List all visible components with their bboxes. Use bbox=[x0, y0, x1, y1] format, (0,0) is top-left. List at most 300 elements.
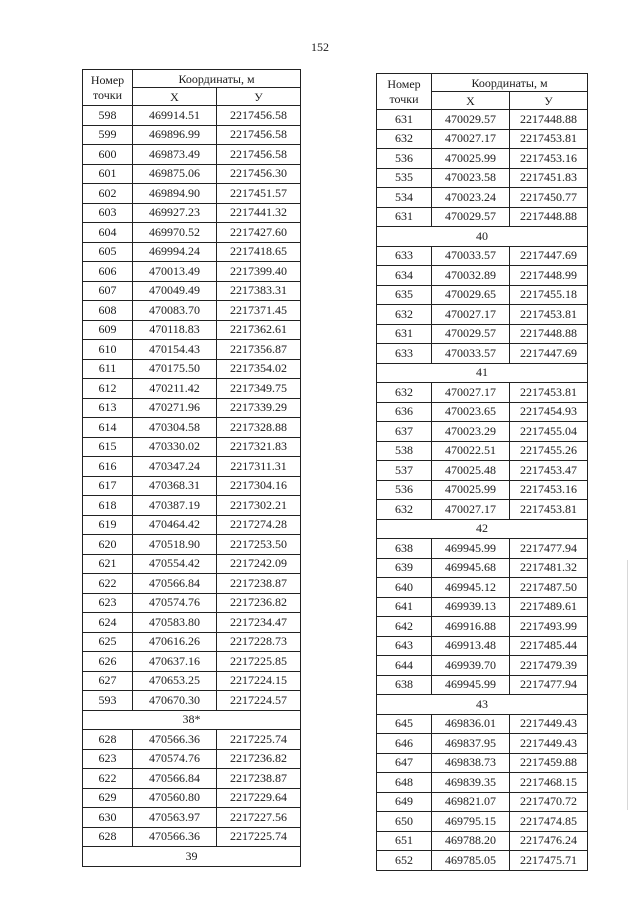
y-coordinate-cell: 2217448.88 bbox=[510, 110, 588, 130]
table-row bbox=[83, 730, 301, 750]
table-row bbox=[377, 441, 588, 461]
y-coordinate-cell: 2217455.26 bbox=[510, 441, 588, 461]
x-coordinate-cell: 470033.57 bbox=[432, 246, 510, 266]
table-row bbox=[377, 792, 588, 812]
y-coordinate-cell: 2217418.65 bbox=[217, 242, 301, 262]
x-coordinate-cell: 470118.83 bbox=[133, 320, 217, 340]
y-coordinate-cell: 2217362.61 bbox=[217, 320, 301, 340]
y-coordinate-cell: 2217489.61 bbox=[510, 597, 588, 617]
point-number-cell: 625 bbox=[83, 632, 133, 652]
section-label: 39 bbox=[83, 847, 301, 867]
point-number-cell: 624 bbox=[83, 613, 133, 633]
table-row bbox=[83, 164, 301, 184]
x-coordinate-cell: 470025.99 bbox=[432, 149, 510, 169]
y-coordinate-cell: 2217453.47 bbox=[510, 461, 588, 481]
y-coordinate-cell: 2217238.87 bbox=[217, 574, 301, 594]
x-coordinate-cell: 470653.25 bbox=[133, 671, 217, 691]
y-coordinate-cell: 2217356.87 bbox=[217, 340, 301, 360]
y-coordinate-cell: 2217493.99 bbox=[510, 617, 588, 637]
point-number-cell: 535 bbox=[377, 168, 432, 188]
table-row bbox=[377, 558, 588, 578]
y-coordinate-cell: 2217224.15 bbox=[217, 671, 301, 691]
y-coordinate-cell: 2217455.18 bbox=[510, 285, 588, 305]
y-coordinate-cell: 2217479.39 bbox=[510, 656, 588, 676]
x-coordinate-cell: 470563.97 bbox=[133, 808, 217, 828]
x-coordinate-cell: 470023.58 bbox=[432, 168, 510, 188]
x-coordinate-cell: 470518.90 bbox=[133, 535, 217, 555]
x-coordinate-cell: 469839.35 bbox=[432, 773, 510, 793]
y-coordinate-cell: 2217236.82 bbox=[217, 749, 301, 769]
table-row bbox=[83, 632, 301, 652]
x-coordinate-cell: 469914.51 bbox=[133, 106, 217, 126]
table-row bbox=[377, 402, 588, 422]
y-coordinate-cell: 2217224.57 bbox=[217, 691, 301, 711]
y-coordinate-cell: 2217451.57 bbox=[217, 184, 301, 204]
x-coordinate-cell: 470022.51 bbox=[432, 441, 510, 461]
y-coordinate-cell: 2217481.32 bbox=[510, 558, 588, 578]
point-number-cell: 604 bbox=[83, 223, 133, 243]
point-number-cell: 630 bbox=[83, 808, 133, 828]
x-coordinate-cell: 470023.65 bbox=[432, 402, 510, 422]
table-row bbox=[377, 188, 588, 208]
y-coordinate-cell: 2217234.47 bbox=[217, 613, 301, 633]
x-coordinate-cell: 470368.31 bbox=[133, 476, 217, 496]
table-row bbox=[377, 636, 588, 656]
y-coordinate-cell: 2217228.73 bbox=[217, 632, 301, 652]
point-number-cell: 616 bbox=[83, 457, 133, 477]
point-number-cell: 603 bbox=[83, 203, 133, 223]
point-number-cell: 628 bbox=[83, 827, 133, 847]
table-row bbox=[377, 324, 588, 344]
point-number-cell: 628 bbox=[83, 730, 133, 750]
table-row bbox=[377, 344, 588, 364]
table-row bbox=[83, 574, 301, 594]
x-coordinate-cell: 470027.17 bbox=[432, 129, 510, 149]
table-row bbox=[83, 281, 301, 301]
point-number-cell: 534 bbox=[377, 188, 432, 208]
y-coordinate-cell: 2217453.16 bbox=[510, 480, 588, 500]
table-row bbox=[377, 305, 588, 325]
section-label: 40 bbox=[377, 227, 588, 247]
table-row bbox=[377, 422, 588, 442]
section-row bbox=[377, 695, 588, 715]
table-row bbox=[83, 340, 301, 360]
point-number-cell: 626 bbox=[83, 652, 133, 672]
x-coordinate-cell: 469838.73 bbox=[432, 753, 510, 773]
point-number-cell: 639 bbox=[377, 558, 432, 578]
point-number-cell: 629 bbox=[83, 788, 133, 808]
point-number-cell: 619 bbox=[83, 515, 133, 535]
header-coordinates: Координаты, м bbox=[133, 70, 301, 88]
page-number: 152 bbox=[311, 40, 329, 54]
point-number-cell: 638 bbox=[377, 675, 432, 695]
table-row bbox=[83, 379, 301, 399]
point-number-cell: 644 bbox=[377, 656, 432, 676]
y-coordinate-cell: 2217321.83 bbox=[217, 437, 301, 457]
y-coordinate-cell: 2217447.69 bbox=[510, 344, 588, 364]
section-label: 43 bbox=[377, 695, 588, 715]
y-coordinate-cell: 2217371.45 bbox=[217, 301, 301, 321]
x-coordinate-cell: 470033.57 bbox=[432, 344, 510, 364]
y-coordinate-cell: 2217477.94 bbox=[510, 675, 588, 695]
table-row bbox=[377, 500, 588, 520]
point-number-cell: 632 bbox=[377, 129, 432, 149]
table-row bbox=[377, 812, 588, 832]
x-coordinate-cell: 470023.29 bbox=[432, 422, 510, 442]
x-coordinate-cell: 470566.84 bbox=[133, 769, 217, 789]
point-number-cell: 538 bbox=[377, 441, 432, 461]
point-number-cell: 652 bbox=[377, 851, 432, 871]
table-row bbox=[377, 129, 588, 149]
table-row bbox=[83, 301, 301, 321]
y-coordinate-cell: 2217447.69 bbox=[510, 246, 588, 266]
point-number-cell: 631 bbox=[377, 324, 432, 344]
x-coordinate-cell: 470023.24 bbox=[432, 188, 510, 208]
point-number-cell: 647 bbox=[377, 753, 432, 773]
table-row bbox=[83, 418, 301, 438]
y-coordinate-cell: 2217453.81 bbox=[510, 383, 588, 403]
point-number-cell: 602 bbox=[83, 184, 133, 204]
table-row bbox=[377, 539, 588, 559]
table-row bbox=[377, 597, 588, 617]
point-number-cell: 614 bbox=[83, 418, 133, 438]
point-number-cell: 643 bbox=[377, 636, 432, 656]
x-coordinate-cell: 470637.16 bbox=[133, 652, 217, 672]
table-row bbox=[83, 652, 301, 672]
table-row bbox=[83, 106, 301, 126]
y-coordinate-cell: 2217450.77 bbox=[510, 188, 588, 208]
y-coordinate-cell: 2217354.02 bbox=[217, 359, 301, 379]
point-number-cell: 651 bbox=[377, 831, 432, 851]
table-body-right bbox=[377, 110, 588, 871]
point-number-cell: 631 bbox=[377, 110, 432, 130]
x-coordinate-cell: 470566.36 bbox=[133, 827, 217, 847]
x-coordinate-cell: 470029.57 bbox=[432, 110, 510, 130]
x-coordinate-cell: 470083.70 bbox=[133, 301, 217, 321]
point-number-cell: 615 bbox=[83, 437, 133, 457]
y-coordinate-cell: 2217225.74 bbox=[217, 730, 301, 750]
point-number-cell: 650 bbox=[377, 812, 432, 832]
table-row bbox=[83, 769, 301, 789]
x-coordinate-cell: 469939.13 bbox=[432, 597, 510, 617]
point-number-cell: 536 bbox=[377, 480, 432, 500]
table-row bbox=[83, 457, 301, 477]
point-number-cell: 623 bbox=[83, 593, 133, 613]
y-coordinate-cell: 2217487.50 bbox=[510, 578, 588, 598]
table-row bbox=[377, 461, 588, 481]
x-coordinate-cell: 469837.95 bbox=[432, 734, 510, 754]
point-number-cell: 607 bbox=[83, 281, 133, 301]
y-coordinate-cell: 2217453.16 bbox=[510, 149, 588, 169]
y-coordinate-cell: 2217253.50 bbox=[217, 535, 301, 555]
table-row bbox=[377, 617, 588, 637]
table-row bbox=[377, 734, 588, 754]
point-number-cell: 633 bbox=[377, 344, 432, 364]
table-row bbox=[377, 831, 588, 851]
x-coordinate-cell: 469873.49 bbox=[133, 145, 217, 165]
table-row bbox=[83, 398, 301, 418]
header-x: Х bbox=[432, 92, 510, 110]
x-coordinate-cell: 469970.52 bbox=[133, 223, 217, 243]
x-coordinate-cell: 469821.07 bbox=[432, 792, 510, 812]
table-row bbox=[83, 320, 301, 340]
x-coordinate-cell: 470029.65 bbox=[432, 285, 510, 305]
y-coordinate-cell: 2217339.29 bbox=[217, 398, 301, 418]
point-number-cell: 612 bbox=[83, 379, 133, 399]
point-number-cell: 593 bbox=[83, 691, 133, 711]
y-coordinate-cell: 2217453.81 bbox=[510, 305, 588, 325]
table-row bbox=[377, 851, 588, 871]
x-coordinate-cell: 469785.05 bbox=[432, 851, 510, 871]
y-coordinate-cell: 2217448.88 bbox=[510, 324, 588, 344]
y-coordinate-cell: 2217454.93 bbox=[510, 402, 588, 422]
y-coordinate-cell: 2217476.24 bbox=[510, 831, 588, 851]
table-row bbox=[377, 578, 588, 598]
y-coordinate-cell: 2217236.82 bbox=[217, 593, 301, 613]
x-coordinate-cell: 470304.58 bbox=[133, 418, 217, 438]
x-coordinate-cell: 470025.48 bbox=[432, 461, 510, 481]
x-coordinate-cell: 470464.42 bbox=[133, 515, 217, 535]
point-number-cell: 622 bbox=[83, 769, 133, 789]
point-number-cell: 618 bbox=[83, 496, 133, 516]
point-number-cell: 613 bbox=[83, 398, 133, 418]
coordinates-table-left bbox=[82, 69, 301, 867]
table-row bbox=[83, 593, 301, 613]
point-number-cell: 623 bbox=[83, 749, 133, 769]
y-coordinate-cell: 2217468.15 bbox=[510, 773, 588, 793]
x-coordinate-cell: 470211.42 bbox=[133, 379, 217, 399]
y-coordinate-cell: 2217449.43 bbox=[510, 734, 588, 754]
x-coordinate-cell: 470387.19 bbox=[133, 496, 217, 516]
x-coordinate-cell: 469913.48 bbox=[432, 636, 510, 656]
table-row bbox=[83, 749, 301, 769]
section-row bbox=[377, 519, 588, 539]
point-number-cell: 634 bbox=[377, 266, 432, 286]
y-coordinate-cell: 2217456.58 bbox=[217, 125, 301, 145]
point-number-cell: 599 bbox=[83, 125, 133, 145]
point-number-cell: 640 bbox=[377, 578, 432, 598]
x-coordinate-cell: 469836.01 bbox=[432, 714, 510, 734]
x-coordinate-cell: 469916.88 bbox=[432, 617, 510, 637]
table-row bbox=[83, 496, 301, 516]
x-coordinate-cell: 470027.17 bbox=[432, 383, 510, 403]
table-row bbox=[377, 753, 588, 773]
x-coordinate-cell: 469795.15 bbox=[432, 812, 510, 832]
section-label: 41 bbox=[377, 363, 588, 383]
scan-edge-mark bbox=[627, 560, 628, 810]
y-coordinate-cell: 2217238.87 bbox=[217, 769, 301, 789]
x-coordinate-cell: 470027.17 bbox=[432, 305, 510, 325]
header-coordinates: Координаты, м bbox=[432, 74, 588, 92]
coordinates-table-right bbox=[376, 73, 588, 871]
y-coordinate-cell: 2217456.58 bbox=[217, 106, 301, 126]
x-coordinate-cell: 470616.26 bbox=[133, 632, 217, 652]
table-row bbox=[83, 691, 301, 711]
x-coordinate-cell: 470154.43 bbox=[133, 340, 217, 360]
x-coordinate-cell: 470049.49 bbox=[133, 281, 217, 301]
x-coordinate-cell: 470566.84 bbox=[133, 574, 217, 594]
y-coordinate-cell: 2217448.99 bbox=[510, 266, 588, 286]
y-coordinate-cell: 2217349.75 bbox=[217, 379, 301, 399]
point-number-cell: 631 bbox=[377, 207, 432, 227]
point-number-cell: 608 bbox=[83, 301, 133, 321]
y-coordinate-cell: 2217225.85 bbox=[217, 652, 301, 672]
table-row bbox=[377, 168, 588, 188]
x-coordinate-cell: 470330.02 bbox=[133, 437, 217, 457]
y-coordinate-cell: 2217274.28 bbox=[217, 515, 301, 535]
table-row bbox=[83, 242, 301, 262]
point-number-cell: 637 bbox=[377, 422, 432, 442]
point-number-cell: 598 bbox=[83, 106, 133, 126]
x-coordinate-cell: 470027.17 bbox=[432, 500, 510, 520]
y-coordinate-cell: 2217453.81 bbox=[510, 129, 588, 149]
table-row bbox=[83, 203, 301, 223]
x-coordinate-cell: 469788.20 bbox=[432, 831, 510, 851]
header-point-number: Номер точки bbox=[377, 74, 432, 110]
table-row bbox=[377, 149, 588, 169]
x-coordinate-cell: 470029.57 bbox=[432, 324, 510, 344]
y-coordinate-cell: 2217455.04 bbox=[510, 422, 588, 442]
y-coordinate-cell: 2217477.94 bbox=[510, 539, 588, 559]
x-coordinate-cell: 470566.36 bbox=[133, 730, 217, 750]
y-coordinate-cell: 2217302.21 bbox=[217, 496, 301, 516]
point-number-cell: 610 bbox=[83, 340, 133, 360]
y-coordinate-cell: 2217475.71 bbox=[510, 851, 588, 871]
x-coordinate-cell: 469896.99 bbox=[133, 125, 217, 145]
table-row bbox=[377, 285, 588, 305]
point-number-cell: 606 bbox=[83, 262, 133, 282]
table-row bbox=[83, 808, 301, 828]
table-body-left bbox=[83, 106, 301, 867]
y-coordinate-cell: 2217242.09 bbox=[217, 554, 301, 574]
x-coordinate-cell: 470554.42 bbox=[133, 554, 217, 574]
y-coordinate-cell: 2217383.31 bbox=[217, 281, 301, 301]
y-coordinate-cell: 2217304.16 bbox=[217, 476, 301, 496]
point-number-cell: 617 bbox=[83, 476, 133, 496]
table-row bbox=[377, 714, 588, 734]
table-row bbox=[83, 125, 301, 145]
point-number-cell: 536 bbox=[377, 149, 432, 169]
point-number-cell: 649 bbox=[377, 792, 432, 812]
y-coordinate-cell: 2217225.74 bbox=[217, 827, 301, 847]
x-coordinate-cell: 470583.80 bbox=[133, 613, 217, 633]
x-coordinate-cell: 469894.90 bbox=[133, 184, 217, 204]
point-number-cell: 641 bbox=[377, 597, 432, 617]
y-coordinate-cell: 2217453.81 bbox=[510, 500, 588, 520]
y-coordinate-cell: 2217451.83 bbox=[510, 168, 588, 188]
table-row bbox=[83, 827, 301, 847]
section-label: 38* bbox=[83, 710, 301, 730]
table-row bbox=[377, 675, 588, 695]
table-row bbox=[83, 184, 301, 204]
section-row bbox=[377, 363, 588, 383]
point-number-cell: 537 bbox=[377, 461, 432, 481]
point-number-cell: 622 bbox=[83, 574, 133, 594]
point-number-cell: 632 bbox=[377, 305, 432, 325]
x-coordinate-cell: 470574.76 bbox=[133, 749, 217, 769]
x-coordinate-cell: 469945.12 bbox=[432, 578, 510, 598]
y-coordinate-cell: 2217474.85 bbox=[510, 812, 588, 832]
point-number-cell: 611 bbox=[83, 359, 133, 379]
y-coordinate-cell: 2217459.88 bbox=[510, 753, 588, 773]
point-number-cell: 646 bbox=[377, 734, 432, 754]
table-row bbox=[83, 145, 301, 165]
table-row bbox=[83, 613, 301, 633]
table-row bbox=[83, 554, 301, 574]
table-row bbox=[377, 656, 588, 676]
header-y: У bbox=[217, 88, 301, 106]
point-number-cell: 633 bbox=[377, 246, 432, 266]
header-x: Х bbox=[133, 88, 217, 106]
y-coordinate-cell: 2217448.88 bbox=[510, 207, 588, 227]
x-coordinate-cell: 470025.99 bbox=[432, 480, 510, 500]
x-coordinate-cell: 470574.76 bbox=[133, 593, 217, 613]
point-number-cell: 648 bbox=[377, 773, 432, 793]
point-number-cell: 635 bbox=[377, 285, 432, 305]
table-row bbox=[83, 476, 301, 496]
point-number-cell: 632 bbox=[377, 500, 432, 520]
x-coordinate-cell: 469875.06 bbox=[133, 164, 217, 184]
point-number-cell: 632 bbox=[377, 383, 432, 403]
table-row bbox=[83, 515, 301, 535]
y-coordinate-cell: 2217227.56 bbox=[217, 808, 301, 828]
y-coordinate-cell: 2217485.44 bbox=[510, 636, 588, 656]
point-number-cell: 645 bbox=[377, 714, 432, 734]
x-coordinate-cell: 470029.57 bbox=[432, 207, 510, 227]
section-row bbox=[377, 227, 588, 247]
table-row bbox=[83, 535, 301, 555]
point-number-cell: 642 bbox=[377, 617, 432, 637]
point-number-cell: 627 bbox=[83, 671, 133, 691]
x-coordinate-cell: 469945.68 bbox=[432, 558, 510, 578]
y-coordinate-cell: 2217328.88 bbox=[217, 418, 301, 438]
y-coordinate-cell: 2217427.60 bbox=[217, 223, 301, 243]
x-coordinate-cell: 469945.99 bbox=[432, 539, 510, 559]
x-coordinate-cell: 470175.50 bbox=[133, 359, 217, 379]
point-number-cell: 609 bbox=[83, 320, 133, 340]
x-coordinate-cell: 469994.24 bbox=[133, 242, 217, 262]
x-coordinate-cell: 470271.96 bbox=[133, 398, 217, 418]
table-row bbox=[377, 773, 588, 793]
section-row bbox=[83, 847, 301, 867]
point-number-cell: 621 bbox=[83, 554, 133, 574]
table-row bbox=[83, 359, 301, 379]
point-number-cell: 636 bbox=[377, 402, 432, 422]
x-coordinate-cell: 470347.24 bbox=[133, 457, 217, 477]
y-coordinate-cell: 2217449.43 bbox=[510, 714, 588, 734]
table-row bbox=[377, 266, 588, 286]
table-row bbox=[83, 262, 301, 282]
point-number-cell: 638 bbox=[377, 539, 432, 559]
y-coordinate-cell: 2217311.31 bbox=[217, 457, 301, 477]
y-coordinate-cell: 2217441.32 bbox=[217, 203, 301, 223]
table-row bbox=[377, 383, 588, 403]
y-coordinate-cell: 2217456.30 bbox=[217, 164, 301, 184]
y-coordinate-cell: 2217470.72 bbox=[510, 792, 588, 812]
point-number-cell: 620 bbox=[83, 535, 133, 555]
point-number-cell: 600 bbox=[83, 145, 133, 165]
x-coordinate-cell: 469945.99 bbox=[432, 675, 510, 695]
y-coordinate-cell: 2217456.58 bbox=[217, 145, 301, 165]
table-row bbox=[377, 480, 588, 500]
table-row bbox=[83, 437, 301, 457]
section-row bbox=[83, 710, 301, 730]
table-row bbox=[377, 207, 588, 227]
x-coordinate-cell: 469939.70 bbox=[432, 656, 510, 676]
section-label: 42 bbox=[377, 519, 588, 539]
table-row bbox=[83, 223, 301, 243]
x-coordinate-cell: 470032.89 bbox=[432, 266, 510, 286]
